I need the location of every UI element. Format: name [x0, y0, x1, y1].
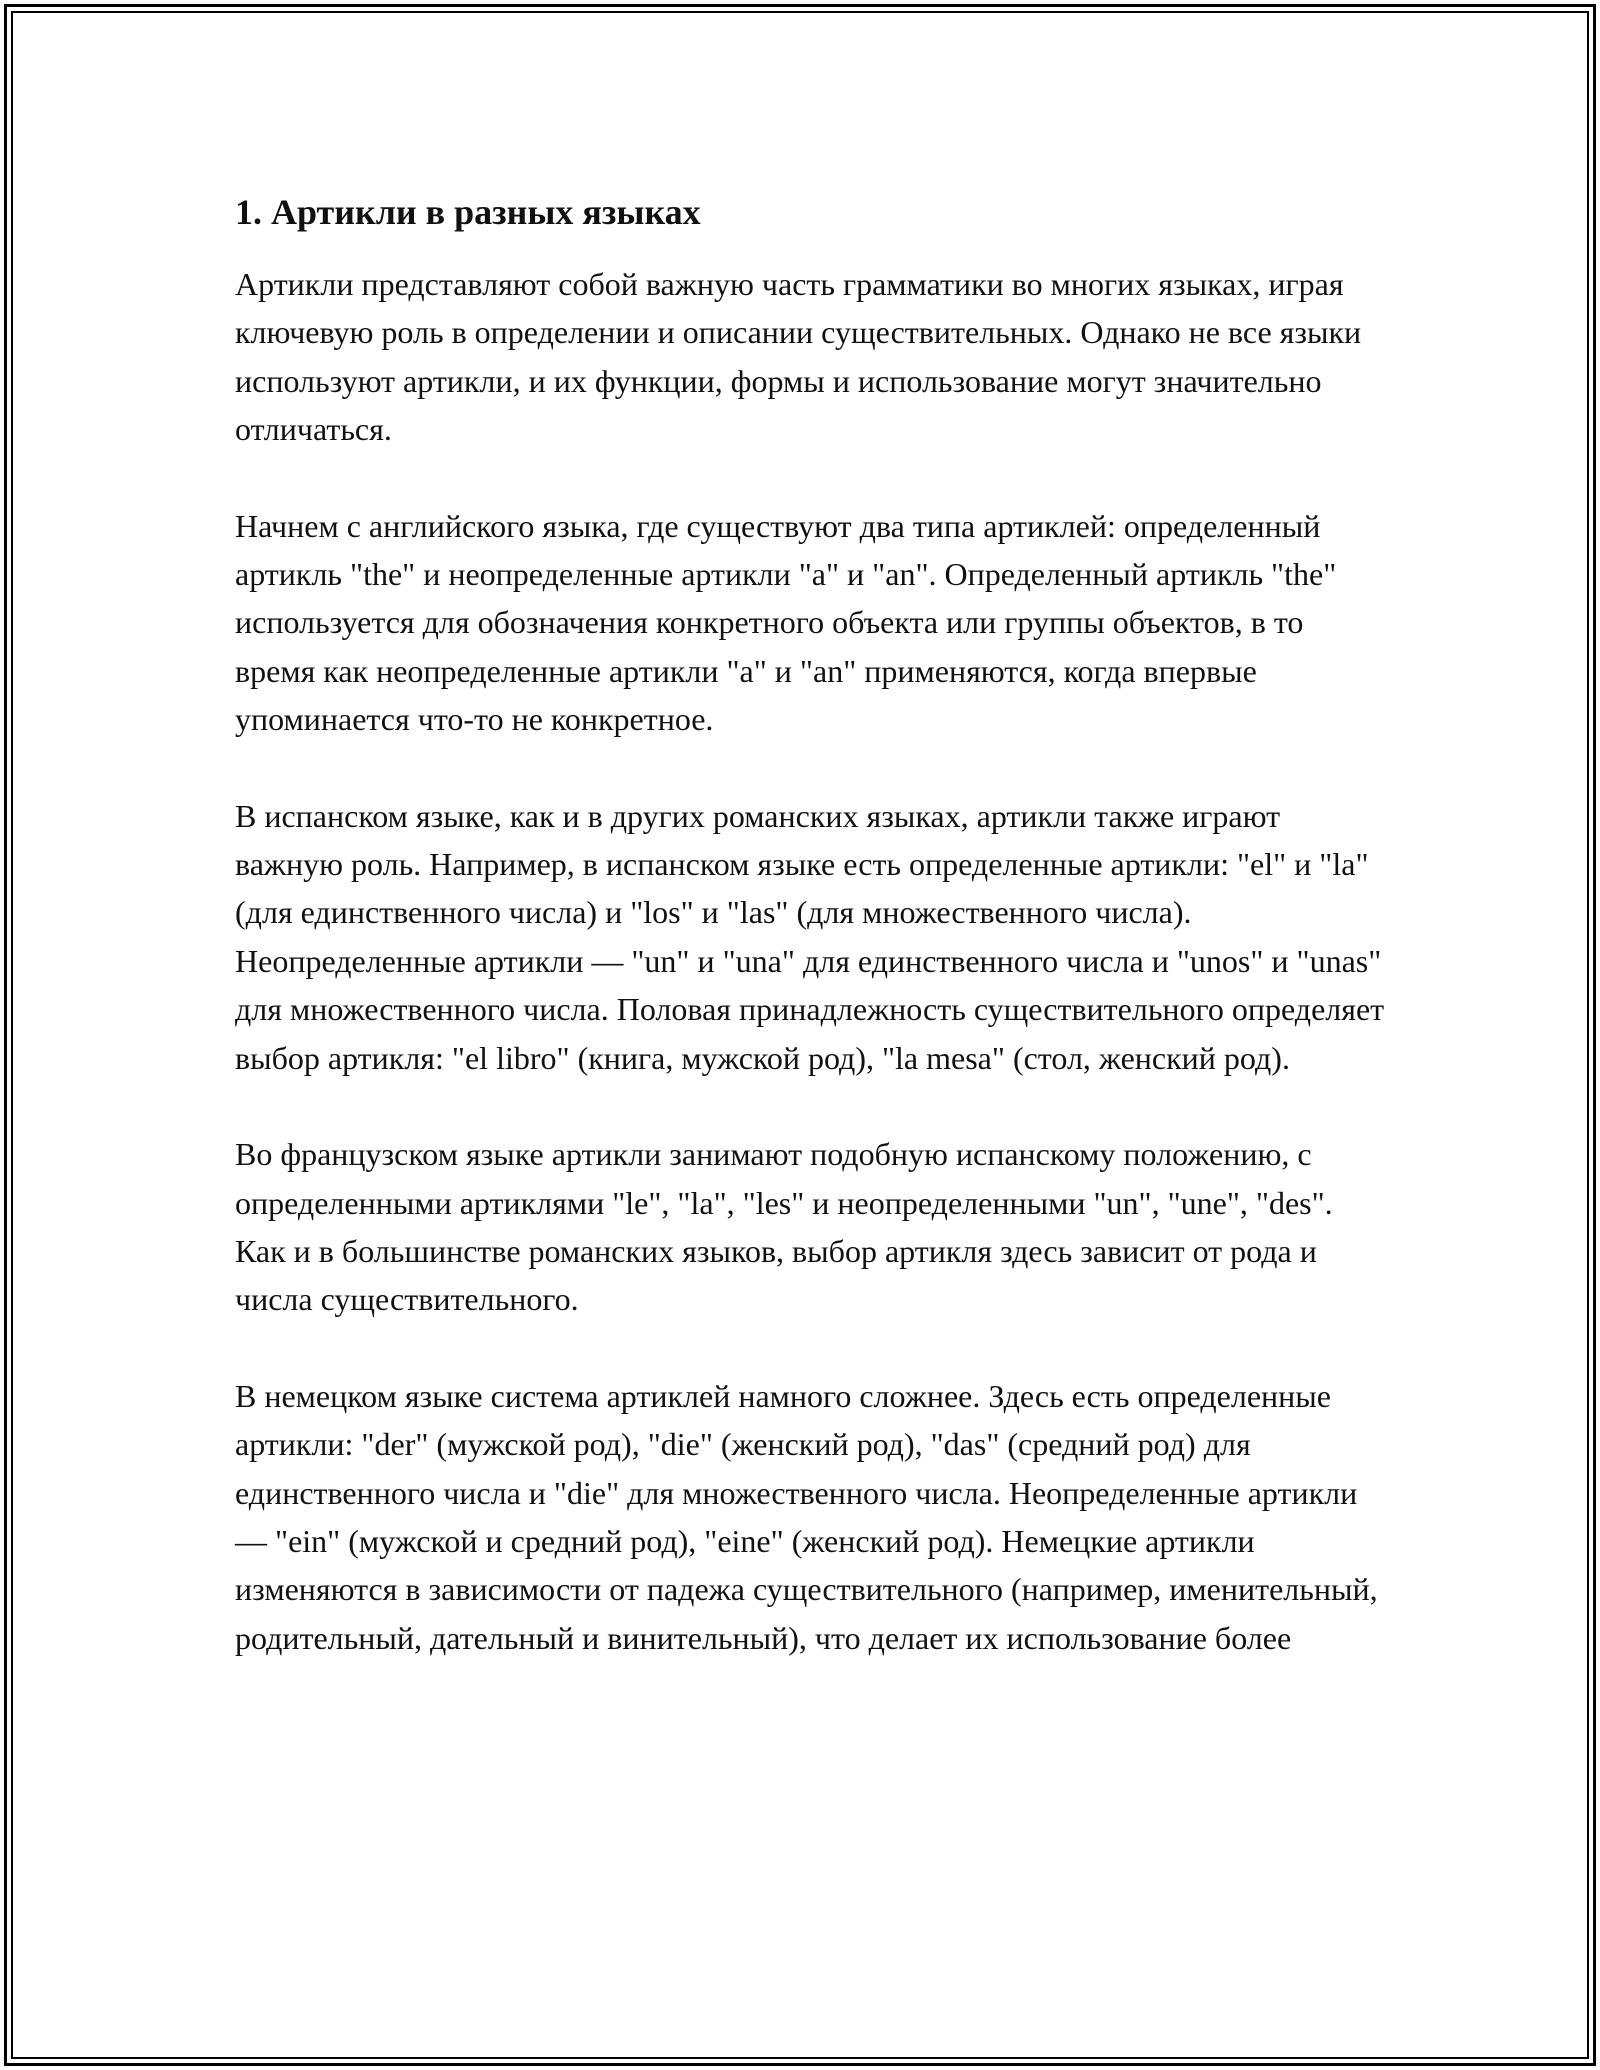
paragraph-german: В немецком языке система артиклей намного сложнее. Здесь есть определенные артикли: "der" (мужской род), "die" (женский род), "das" (средний род) для единственного числа и "die" для множественного числа. Неопределенные артикли — "ein" (мужской и средний род), "eine" (женский род). Немецкие артикли изменяются в зависимости от падежа существительного (например, именительный, родительный, дательный и винительный), что делает их использование более — [235, 1377, 1378, 1656]
paragraph-english: Начнем с английского языка, где существуют два типа артиклей: определенный артикль "the" и неопределенные артикли "a" и "an". Определенный артикль "the" используется для обозначения конкретного объекта или группы объектов, в то время как неопределенные артикли "a" и "an" применяются, когда впервые упоминается что-то не конкретное. — [235, 507, 1337, 738]
paragraph-spanish: В испанском языке, как и в других романских языках, артикли также играют важную роль. Например, в испанском языке есть определенные артикли: "el" и "la" (для единственного числа) и "los" и "las" (для множественного числа). Неопределенные артикли — "un" и "una" для единственного числа и "unos" и "unas" для множественного числа. Половая принадлежность существительного определяет выбор артикля: "el libro" (книга, мужской род), "la mesa" (стол, женский род). — [235, 797, 1385, 1076]
paragraph-intro: Артикли представляют собой важную часть грамматики во многих языках, играя ключевую роль в определении и описании существительных. Однако не все языки используют артикли, и их функции, формы и использование могут значительно отличаться. — [235, 266, 1362, 448]
section-heading: 1. Артикли в разных языках — [235, 192, 701, 232]
document-body — [235, 188, 1385, 1710]
paragraph-french: Во французском языке артикли занимают подобную испанскому положению, с определенными артиклями "le", "la", "les" и неопределенными "un", "une", "des". Как и в большинстве романских языков, выбор артикля здесь зависит от рода и числа существительного. — [235, 1136, 1333, 1318]
